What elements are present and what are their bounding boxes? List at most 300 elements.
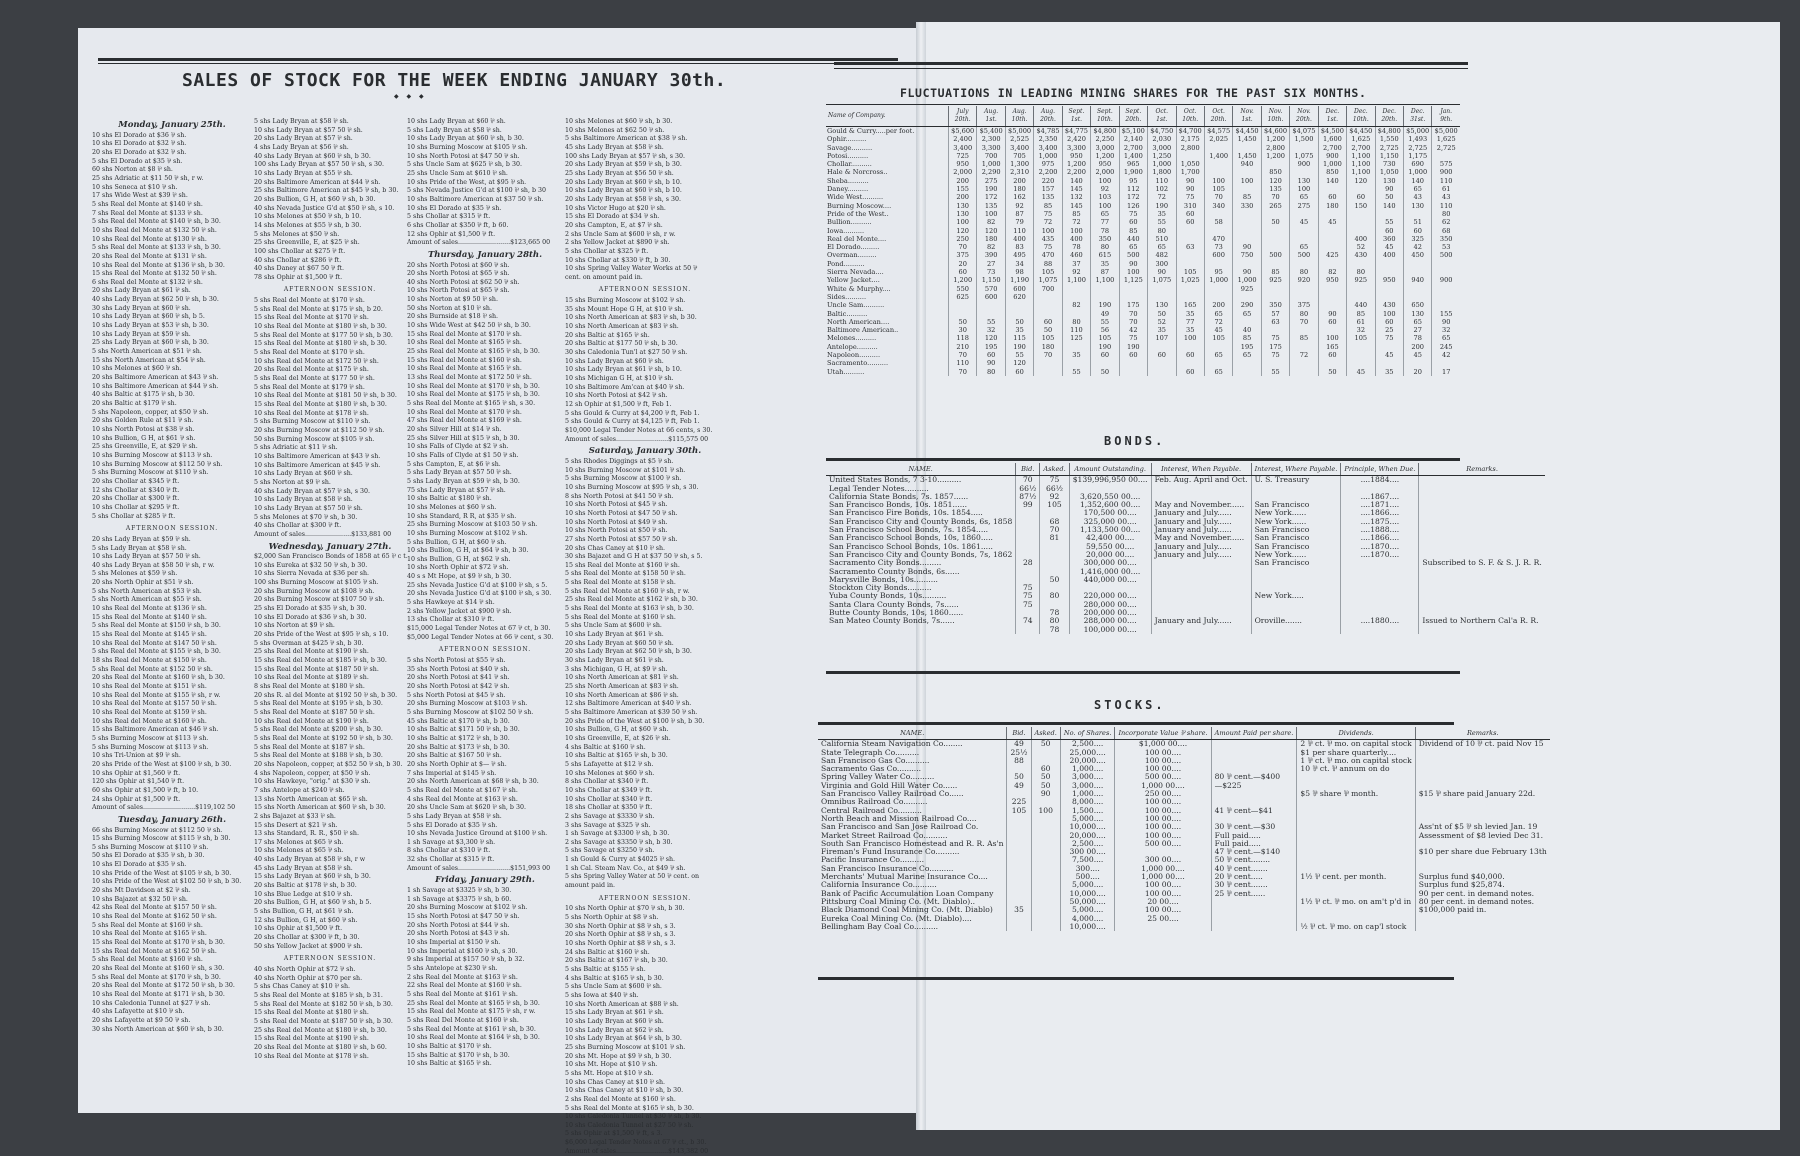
row-name: Butte County Bonds, 10s, 1860......	[829, 608, 964, 618]
price-cell: $4,775	[1062, 127, 1090, 136]
table-cell	[1419, 509, 1545, 517]
sale-line: $5,000 Legal Tender Notes at 66 ⅌ cent, s 30.	[407, 633, 554, 641]
table-cell	[1419, 568, 1545, 576]
session-heading: AFTERNOON SESSION.	[283, 286, 377, 294]
sale-line: 5 shs Burning Moscow at $110 ⅌ sh.	[92, 843, 209, 851]
sale-line: 20 shs Bullion, G H, at $60 ⅌ sh, b 5.	[254, 899, 372, 907]
price-cell: 600	[1005, 285, 1033, 293]
company-name: Hale & Norcross..	[827, 168, 888, 177]
price-cell: 83	[1005, 243, 1033, 251]
company-name: Real del Monte....	[827, 234, 887, 243]
table-cell	[1419, 518, 1545, 526]
price-cell: 430	[1347, 251, 1375, 259]
price-cell: 112	[1119, 185, 1147, 193]
price-cell: 78	[1062, 243, 1090, 251]
row-name: South San Francisco Homestead and R. R. As'n	[821, 838, 1004, 848]
price-cell: 310	[1176, 202, 1204, 210]
sale-line: 1 sh Savage at $3300 ⅌ sh, b 30.	[565, 830, 670, 838]
price-cell	[1318, 359, 1346, 367]
table-cell: ....1871....	[1341, 501, 1419, 509]
price-cell: 45	[1347, 368, 1375, 376]
table-cell: 68	[1040, 518, 1069, 526]
price-cell: 200	[1204, 301, 1232, 309]
price-cell: 450	[1404, 251, 1432, 259]
table-cell: $1 per share quarterly....	[1297, 749, 1415, 757]
price-cell: 2,700	[1119, 144, 1147, 152]
sale-line: 10 shs Melones at $62 50 ⅌ sh.	[565, 126, 665, 134]
price-cell: 27	[1404, 326, 1432, 334]
price-cell: 2,025	[1204, 135, 1232, 143]
price-cell	[1005, 310, 1033, 318]
price-cell: 2,000	[949, 168, 977, 176]
sale-line: 18 shs Chollar at $350 ⅌ ft.	[565, 804, 653, 812]
sale-line: 5 shs Spring Valley Water at 50 ⅌ cent. on	[565, 873, 700, 881]
column-header: Asked.	[1031, 727, 1060, 740]
price-cell: 68	[1432, 227, 1460, 235]
price-cell	[1204, 285, 1232, 293]
table-cell: 8,000....	[1060, 798, 1115, 806]
sale-line: 10 shs Melones at $60 ⅌ sh, b 30.	[565, 118, 673, 125]
row-name: Central Railroad Co..........	[821, 805, 922, 815]
table-cell	[1415, 915, 1550, 923]
price-cell: 1,100	[1062, 276, 1090, 284]
table-row	[818, 740, 1550, 749]
price-cell: 35	[1148, 210, 1176, 218]
company-name: Melones..........	[827, 334, 877, 343]
price-cell: 1,075	[1034, 276, 1062, 284]
price-cell	[1347, 285, 1375, 293]
sale-line: 5 shs Real del Monte at $160 ⅌ sh.	[92, 921, 203, 929]
day-heading: Monday, January 25th.	[118, 120, 226, 130]
sale-line: 20 shs Real del Monte at $172 50 ⅌ sh, b 30.	[92, 982, 235, 990]
table-cell	[1251, 485, 1341, 493]
price-cell: 2,140	[1119, 135, 1147, 143]
table-row	[826, 617, 1545, 625]
table-cell: 28	[1016, 559, 1040, 567]
table-cell: 100,000 00....	[1069, 626, 1151, 634]
sale-line: 15 shs Lady Bryan at $61 ⅌ sh.	[565, 1009, 664, 1017]
price-cell: 900	[1318, 152, 1346, 160]
sale-line: 6 shs Chollar at $350 ⅌ ft, b 60.	[407, 221, 509, 229]
sale-line: 20 shs North Ophir at $8 ⅌ sh, s 3.	[565, 931, 676, 939]
price-cell: 107	[1148, 334, 1176, 342]
sale-line: 40 shs Lady Bryan at $57 ⅌ sh, s 30.	[254, 487, 371, 495]
sale-line: 10 shs Greenville, E, at $26 ⅌ sh.	[565, 734, 671, 742]
row-name: Merchants' Mutual Marine Insurance Co....	[821, 872, 988, 882]
price-cell: $4,785	[1034, 127, 1062, 136]
price-cell	[1347, 343, 1375, 351]
table-row	[826, 310, 1460, 318]
price-cell: 2,400	[949, 135, 977, 143]
sale-line: 10 shs Bullion, G H, at $61 ⅌ sh.	[92, 434, 196, 442]
price-cell: 35	[1148, 326, 1176, 334]
sale-line: 5 shs Real del Monte at $167 ⅌ sh.	[407, 786, 518, 794]
price-cell: 90	[1119, 260, 1147, 268]
table-cell	[1297, 798, 1415, 806]
sale-line: 27 shs North Potosi at $57 50 ⅌ sh.	[565, 535, 678, 543]
price-cell: 65	[1233, 351, 1261, 359]
table-cell: 25 00....	[1115, 915, 1211, 923]
price-cell	[1261, 243, 1289, 251]
date-header: Sept. 10th.	[1091, 106, 1119, 127]
sale-line: 2 shs Yellow Jacket at $890 ⅌ sh.	[565, 239, 670, 247]
column-header: NAME.	[818, 727, 1007, 740]
date-header: July 20th.	[949, 106, 977, 127]
price-cell: 2,350	[1034, 135, 1062, 143]
price-cell: 2,310	[1005, 168, 1033, 176]
sale-line: 30 shs Lady Bryan at $61 ⅌ sh.	[565, 657, 664, 665]
price-cell: 61	[1347, 318, 1375, 326]
price-cell: 220	[1034, 177, 1062, 185]
price-cell: 78	[1091, 227, 1119, 235]
price-cell: 43	[1432, 193, 1460, 201]
sale-line: $6,000 Legal Tender Notes at 67 ⅌ ct., b 30.	[565, 1139, 707, 1147]
sale-line: 40 shs North Ophir at $72 ⅌ sh.	[254, 966, 356, 973]
table-cell	[1419, 576, 1545, 584]
price-cell: 625	[949, 293, 977, 301]
price-cell	[1119, 359, 1147, 367]
price-cell: 80	[1062, 318, 1090, 326]
price-cell: 120	[949, 227, 977, 235]
price-cell: 90	[1432, 318, 1460, 326]
table-cell: 100 00....	[1115, 798, 1211, 806]
table-cell: 250 00....	[1115, 790, 1211, 798]
table-cell	[1016, 526, 1040, 534]
price-cell	[1261, 285, 1289, 293]
price-cell	[1290, 293, 1318, 301]
fluct-rule	[826, 104, 1460, 105]
table-cell	[1419, 626, 1545, 634]
price-cell: 1,400	[1204, 152, 1232, 160]
price-cell: 82	[977, 243, 1005, 251]
sale-line: 10 shs Chas Caney at $10 ⅌ sh.	[565, 1078, 666, 1086]
sale-line: 10 shs North American at $83 ⅌ sh, b 30.	[565, 314, 697, 322]
price-cell: 155	[949, 185, 977, 193]
sale-line: 25 shs Real del Monte at $165 ⅌ sh, b 30.	[407, 348, 540, 356]
table-cell	[1007, 815, 1031, 823]
price-cell: 95	[1119, 177, 1147, 185]
price-cell: 95	[1204, 268, 1232, 276]
sale-line: 15 shs Real del Monte at $180 ⅌ sh, b 30.	[254, 401, 387, 408]
price-cell: 130	[949, 202, 977, 210]
table-row	[826, 152, 1460, 160]
table-cell	[1007, 881, 1031, 889]
sale-line: 5 shs Bullion, G H, at $60 ⅌ sh.	[407, 538, 507, 546]
table-cell: January and July......	[1151, 509, 1251, 517]
price-cell: 195	[1233, 343, 1261, 351]
price-cell	[1347, 210, 1375, 218]
price-cell: 1,000	[977, 160, 1005, 168]
price-cell: 120	[977, 227, 1005, 235]
price-cell: 1,000	[1233, 276, 1261, 284]
sale-line: 10 shs Pride of the West at $102 50 ⅌ sh, b 30.	[92, 878, 242, 886]
sale-line: 10 shs Spring Valley Water Works at 50 ⅌	[565, 265, 698, 273]
price-cell: 2,525	[1005, 135, 1033, 143]
sale-line: 10 shs Real del Monte at $180 ⅌ sh, b 30.	[254, 323, 387, 331]
sale-line: 1 sh Savage at $3375 ⅌ sh, b 60.	[407, 895, 512, 903]
row-name: Omnibus Railroad Co..........	[821, 797, 928, 807]
amount-of-sales: Amount of sales..........................$115,575 00	[565, 435, 709, 443]
price-cell: 90	[1233, 268, 1261, 276]
price-cell: 245	[1432, 343, 1460, 351]
sale-line: 25 shs Lady Bryan at $56 50 ⅌ sh.	[565, 169, 674, 177]
price-cell	[1432, 260, 1460, 268]
price-cell	[977, 310, 1005, 318]
table-cell: 500 00....	[1115, 773, 1211, 781]
price-cell: 1,075	[1148, 276, 1176, 284]
sale-line: 20 shs Pride of the West at $95 ⅌ sh, s 10.	[254, 631, 389, 639]
price-cell: 2,000	[1091, 168, 1119, 176]
price-cell: 60	[1375, 227, 1403, 235]
price-cell: 600	[977, 293, 1005, 301]
price-cell: 73	[1204, 243, 1232, 251]
column-header: Remarks.	[1415, 727, 1550, 740]
stocks-table	[818, 727, 1550, 931]
price-cell	[1347, 185, 1375, 193]
table-cell: 3,000....	[1060, 773, 1115, 781]
top-rule-thin	[98, 63, 898, 64]
sale-line: 5 shs Real del Monte at $140 ⅌ sh, b 30.	[92, 218, 221, 226]
sale-line: 20 shs Burnside at $18 ⅌ sh.	[407, 313, 499, 321]
table-cell: Subscribed to S. F. & S. J. R. R.	[1419, 559, 1545, 567]
sale-line: 24 shs Ophir at $1,500 ⅌ ft.	[92, 795, 181, 803]
table-cell: 1 ⅌ ct. ⅌ mo. on capital stock	[1297, 757, 1415, 765]
sale-line: 2 shs Savage at $3350 ⅌ sh, b 30.	[565, 838, 673, 846]
table-row	[826, 168, 1460, 176]
table-cell: $1,000 00....	[1115, 740, 1211, 749]
table-cell: 7,500....	[1060, 856, 1115, 864]
sale-line: 5 shs Real del Monte at $179 ⅌ sh.	[254, 383, 365, 391]
table-cell	[1031, 815, 1060, 823]
price-cell: 2,200	[1062, 168, 1090, 176]
company-name: North American....	[827, 317, 890, 326]
price-cell: 60	[1119, 351, 1147, 359]
price-cell: 350	[1432, 235, 1460, 243]
table-cell: 25 ⅌ cent......	[1211, 890, 1297, 898]
price-cell: $5,000	[1404, 127, 1432, 136]
table-cell: 2 ⅌ ct. ⅌ mo. on capital stock	[1297, 740, 1415, 749]
sale-line: 5 shs Burning Moscow at $110 ⅌ sh.	[254, 418, 371, 426]
day-heading: Friday, January 29th.	[435, 875, 535, 886]
row-name: Stockton City Bonds..........	[829, 583, 932, 593]
sale-line: 13 shs Chollar at $310 ⅌ ft.	[407, 616, 495, 624]
sale-line: 5 shs Mt. Hope at $10 ⅌ sh.	[565, 1069, 654, 1077]
sale-line: 5 shs Real del Monte at $187 50 ⅌ sh.	[254, 708, 375, 716]
price-cell	[1204, 359, 1232, 367]
price-cell	[1432, 359, 1460, 367]
table-cell: ....1870....	[1341, 543, 1419, 551]
sale-line: 10 shs Real del Monte at $170 ⅌ sh, b 30.	[407, 382, 540, 390]
sale-line: 20 shs Pride of the West at $100 ⅌ sh, b 30.	[92, 760, 232, 768]
column-header: Amount Outstanding.	[1069, 463, 1151, 476]
table-cell: 1,500....	[1060, 807, 1115, 815]
table-cell: U. S. Treasury	[1251, 476, 1341, 485]
price-cell: 900	[1432, 168, 1460, 176]
price-cell: 70	[1261, 193, 1289, 201]
table-cell	[1031, 873, 1060, 881]
table-cell	[1211, 740, 1297, 749]
price-cell	[1290, 368, 1318, 376]
sale-line: 20 shs Lafayette at $9 50 ⅌ sh.	[92, 1016, 191, 1024]
price-cell: 45	[1318, 218, 1346, 226]
table-cell: 87½	[1016, 493, 1040, 501]
price-cell: 78	[1404, 334, 1432, 342]
price-cell	[1432, 285, 1460, 293]
table-cell	[1031, 881, 1060, 889]
sale-line: 20 shs Burning Moscow at $103 ⅌ sh.	[407, 700, 528, 708]
price-cell: 51	[1404, 218, 1432, 226]
table-row	[826, 576, 1545, 584]
price-cell: 85	[1347, 310, 1375, 318]
day-heading: Thursday, January 28th.	[427, 249, 543, 260]
table-cell: ....1888....	[1341, 526, 1419, 534]
row-name: Yuba County Bonds, 10s..........	[829, 591, 947, 601]
table-cell: 100 00....	[1115, 807, 1211, 815]
sale-line: 20 shs Baltic at $167 ⅌ sh, b 30.	[565, 957, 668, 965]
price-cell: 482	[1148, 251, 1176, 259]
sales-title: SALES OF STOCK FOR THE WEEK ENDING JANUARY 30th.	[182, 70, 727, 91]
sale-line: 15 shs Real del Monte at $162 50 ⅌ sh.	[92, 947, 217, 955]
sale-line: 10 shs Pride of the West at $105 ⅌ sh, b 30.	[92, 869, 232, 877]
row-name: Santa Clara County Bonds, 7s......	[829, 599, 959, 609]
sale-line: 5 shs Real del Monte at $170 ⅌ sh.	[254, 349, 365, 357]
price-cell: 77	[1091, 218, 1119, 226]
price-cell: 100	[977, 210, 1005, 218]
price-cell: 65	[1091, 210, 1119, 218]
sale-line: 15 shs Real del Monte at $145 ⅌ sh.	[92, 631, 207, 639]
right-top-rule	[834, 62, 1468, 65]
price-cell: 1,900	[1119, 168, 1147, 176]
table-row	[826, 177, 1460, 185]
sale-line: 10 shs Bullion, G H, at $60 ⅌ sh.	[565, 726, 669, 734]
price-cell: 75	[1176, 193, 1204, 201]
sale-line: 4 shs Baltic at $160 ⅌ sh.	[565, 743, 646, 751]
sale-line: 20 shs Silver Hill at $14 ⅌ sh.	[407, 425, 502, 433]
table-cell	[1007, 915, 1031, 923]
date-header: Dec. 31st.	[1404, 106, 1432, 127]
price-cell: 1,625	[1347, 135, 1375, 143]
price-cell: 58	[1204, 218, 1232, 226]
price-cell: 400	[1347, 235, 1375, 243]
sale-line: 40 shs Chollar at $300 ⅌ ft.	[254, 522, 342, 530]
bonds-table	[826, 463, 1545, 634]
sale-line: 10 shs Melones at $60 ⅌ sh.	[407, 503, 497, 511]
sale-line: 25 shs Nevada Justice G'd at $100 ⅌ sh, s 5.	[407, 581, 548, 589]
sale-line: 1 sh Savage at $3,300 ⅌ sh.	[407, 838, 496, 846]
price-cell: 3,300	[1062, 144, 1090, 152]
table-cell: Oroville.......	[1251, 617, 1341, 625]
price-cell	[1148, 359, 1176, 367]
column-header: Bid.	[1007, 727, 1031, 740]
price-cell: 85	[1290, 334, 1318, 342]
column-header: NAME.	[826, 463, 1016, 476]
row-name: United States Bonds, 7 3-10..........	[829, 475, 962, 485]
table-cell	[1251, 626, 1341, 634]
price-cell: 60	[1347, 193, 1375, 201]
sale-line: 20 shs Lady Bryan at $60 ⅌ sh, b 10.	[565, 178, 682, 186]
price-cell: 965	[1119, 160, 1147, 168]
sale-line: 30 shs Lady Bryan at $60 ⅌ sh.	[92, 304, 191, 312]
sale-line: 15 shs Real del Monte at $190 ⅌ sh.	[254, 1035, 369, 1043]
sale-line: 5 shs North Ophir at $8 ⅌ sh.	[565, 914, 659, 922]
sale-line: 20 shs R. al del Monte at $192 50 ⅌ sh, b 30.	[254, 691, 398, 699]
sale-line: 20 shs Lady Bryan at $61 ⅌ sh.	[92, 287, 191, 295]
sale-line: 25 shs Real del Monte at $180 ⅌ sh, b 30.	[254, 1026, 387, 1034]
sale-line: 40 shs Lady Bryan at $60 ⅌ sh, b 30.	[254, 152, 371, 160]
table-cell: Assessment of $8 levied Dec 31.	[1415, 832, 1550, 840]
sale-line: 10 shs Baltic at $180 ⅌ sh.	[407, 495, 492, 503]
table-cell: 80	[1040, 592, 1069, 600]
price-cell	[1176, 152, 1204, 160]
table-cell: 1,133,500 00....	[1069, 526, 1151, 534]
price-cell: 30	[949, 326, 977, 334]
price-cell: 1,600	[1318, 135, 1346, 143]
company-name: White & Murphy....	[827, 284, 891, 293]
price-cell: 65	[1290, 193, 1318, 201]
sale-line: 40 shs Chollar at $286 ⅌ ft.	[254, 256, 342, 264]
price-cell	[1375, 210, 1403, 218]
price-cell: 70	[1119, 318, 1147, 326]
table-cell	[1415, 856, 1550, 864]
price-cell	[1148, 368, 1176, 376]
sale-line: 8 shs Chollar at $310 ⅌ ft.	[407, 847, 491, 855]
table-cell: 20,000....	[1060, 832, 1115, 840]
sale-line: 40 shs Lady Bryan at $58 50 ⅌ sh, r w.	[92, 561, 215, 569]
sale-line: 5 shs Iowa at $40 ⅌ sh.	[565, 991, 639, 999]
sale-line: $2,000 San Francisco Bonds of 1858 at 65 ⅌ c t.	[254, 553, 408, 561]
price-cell: 2,725	[1432, 144, 1460, 152]
price-cell: 105	[1034, 268, 1062, 276]
table-cell: 100 00....	[1115, 890, 1211, 898]
table-cell: 325,000 00....	[1069, 518, 1151, 526]
session-heading: AFTERNOON SESSION.	[283, 955, 377, 963]
table-cell: 220,000 00....	[1069, 592, 1151, 600]
table-cell	[1419, 543, 1545, 551]
table-header-row	[826, 106, 1460, 127]
price-cell: 950	[1091, 160, 1119, 168]
price-cell: 60	[1034, 318, 1062, 326]
price-cell: 2,300	[977, 135, 1005, 143]
price-cell: 17	[1432, 368, 1460, 376]
price-cell	[1233, 210, 1261, 218]
table-cell: 50	[1040, 576, 1069, 584]
price-cell: 85	[1233, 193, 1261, 201]
sale-line: 5 shs Real del Monte at $188 ⅌ sh, b 30.	[254, 752, 383, 760]
sale-line: 30 shs Bajazet and G H at $37 50 ⅌ sh, s 5.	[565, 553, 703, 561]
price-cell: 105	[1204, 334, 1232, 342]
sale-line: 10 shs North American at $83 ⅌ sh.	[565, 323, 679, 331]
table-cell: 1,000 00....	[1115, 782, 1211, 790]
sale-line: $10,000 Legal Tender Notes at 66 cents, s 30.	[565, 426, 713, 434]
sale-line: 4 shs Napoleon, copper, at $50 ⅌ sh.	[254, 769, 371, 777]
row-name: San Francisco School Bonds, 7s. 1854.....	[829, 525, 989, 535]
sale-line: 20 shs Chas Caney at $10 ⅌ sh.	[565, 544, 666, 552]
sale-line: 20 shs Burning Moscow at $107 50 ⅌ sh.	[254, 596, 385, 604]
sale-line: 10 shs North Ophir at $72 ⅌ sh.	[407, 564, 509, 572]
price-cell: 45	[1404, 351, 1432, 359]
table-cell	[1341, 601, 1419, 609]
price-cell: 50	[1148, 310, 1176, 318]
company-name: Daney..........	[827, 185, 869, 194]
table-cell	[1341, 584, 1419, 592]
price-cell: 1,450	[1233, 135, 1261, 143]
price-cell	[1290, 359, 1318, 367]
sale-line: 10 shs Melones at $50 ⅌ sh, b 10.	[254, 213, 362, 221]
row-name: San Francisco Fire Bonds, 10s. 1854.....	[829, 508, 983, 518]
price-cell: 950	[1375, 276, 1403, 284]
table-cell: 80 ⅌ cent.—$400	[1211, 773, 1297, 781]
table-row	[826, 251, 1460, 259]
